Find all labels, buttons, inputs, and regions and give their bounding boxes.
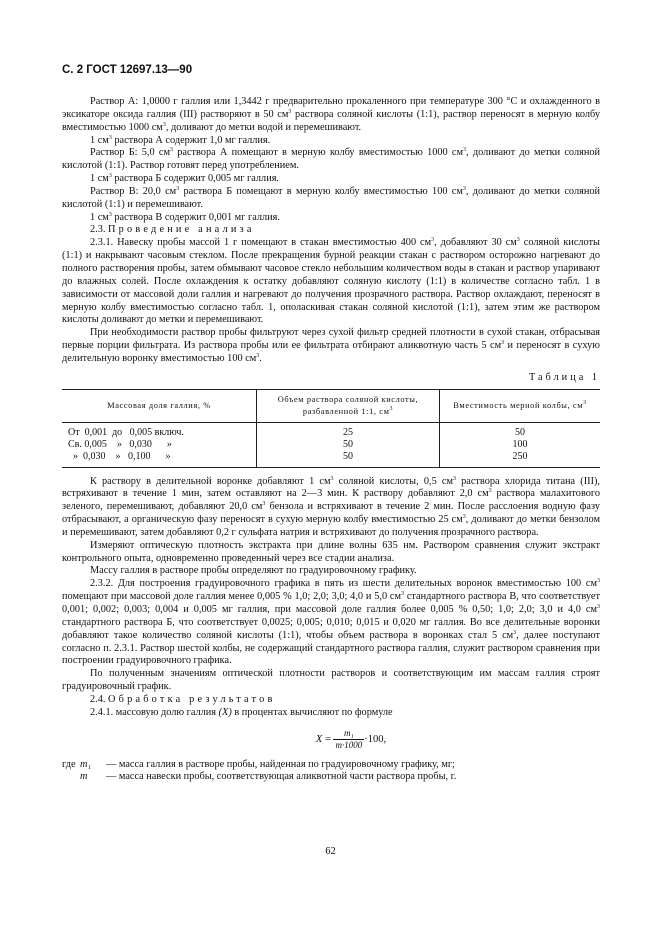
paragraph-2-3-1: 2.3.1. Навеску пробы массой 1 г помещают в стакан вместимостью 400 $см^3$, добавляют 30 $см^3$ соляной кислоты (1:1) и накрывают часовым стеклом. После прекращения бурной реакции стакан с раствором осторожно нагревают до полного растворения пробы, затем обмывают часовое стекло небольшим количеством воды в стакан и раствор упаривают до влажных солей. После охлаждения к остатку добавляют соляную кислоту (1:1) в количестве согласно табл. 1 в зависимости от массовой доли галлия и нагревают до получения прозрачного раствора. Раствор охлаждают, переносят в мерную колбу вместимостью согласно табл. 1, ополаскивая стакан соляной кислотой (1:1), затем этим же раствором кислоты доливают до метки и перемешивают. <box>62 237 600 326</box>
table-row <box>62 422 600 439</box>
table-row <box>62 451 600 468</box>
section-number: 2.4. <box>90 693 106 705</box>
table-row <box>62 439 600 451</box>
where-label: где <box>62 758 76 770</box>
definition-m1 <box>62 759 600 772</box>
formula-lhs: X <box>315 733 323 745</box>
definition-text: — масса галлия в растворе пробы, найденная по градуировочному графику, мг; <box>106 758 455 770</box>
definition-variable: m <box>80 771 88 783</box>
section-title: Проведение анализа <box>108 224 255 236</box>
table-cell: 50 <box>257 439 440 451</box>
paragraph-solution-a: Раствор А: 1,0000 г галлия или 1,3442 г предварительно прокаленного при температуре 300 °С и охлажденного в эксикаторе оксида галлия (III) растворяют в 50 $см^3$ раствора соляной кислоты (1:1), раствор переносят в мерную колбу вместимостью 1000 $см^3$, доливают до метки водой и перемешивают. <box>62 96 600 133</box>
table-1 <box>62 389 600 468</box>
paragraph-solution-v-content: 1 $см^3$ раствора В содержит 0,001 мг галлия. <box>90 211 280 223</box>
formula-fraction <box>333 728 364 751</box>
paragraph-solution-b: Раствор Б: 5,0 $см^3$ раствора А помещают в мерную колбу вместимостью 1000 $см^3$, доливают до метки соляной кислотой (1:1). Раствор готовят перед употреблением. <box>62 147 600 172</box>
table-cell: 50 <box>440 422 601 439</box>
table-cell: От 0,001 до 0,005 включ. <box>68 426 184 438</box>
section-number: 2.3. <box>90 224 106 236</box>
definition-m <box>62 771 600 784</box>
paragraph-solution-a-content: 1 $см^3$ раствора А содержит 1,0 мг галлия. <box>90 134 271 146</box>
paragraph-2-4-1: 2.4.1. массовую долю галлия (X) в процентах вычисляют по формуле <box>90 706 393 718</box>
column-header: Вместимость мерной колбы, $см^3$ <box>440 389 601 422</box>
table-cell: 250 <box>440 451 601 468</box>
section-heading-2-4 <box>62 694 600 707</box>
page-number: 62 <box>325 846 336 857</box>
paragraph-2-3-2: 2.3.2. Для построения градуировочного графика в пять из шести делительных воронок вместимостью 100 $см^3$ помещают при массовой доле галлия менее 0,005 % 1,0; 2,0; 3,0; 4,0 и 5,0 $см^3$ стандартного раствора В, что соответствует 0,001; 0,002; 0,003; 0,004 и 0,005 мг галлия, при массовой доле галлия более 0,005 % 0,50; 1,0; 2,0; 3,0 и 4,0 $см^3$ стандартного раствора Б, что соответствует 0,0025; 0,005; 0,010; 0,015 и 0,020 мг галлия. Во все делительные воронки добавляют такое количество соляной кислоты (1:1), чтобы объем раствора в воронках стал 5 $см^3$, далее поступают согласно п. 2.3.1. Раствор шестой колбы, не содержащий стандартного раствора галлия, служит раствором сравнения при построении градуировочного графика. <box>62 578 601 667</box>
table-caption: Таблица 1 <box>528 371 600 383</box>
table-cell: 25 <box>257 422 440 439</box>
formula-numerator: m₁ <box>333 728 364 740</box>
table-cell: 50 <box>257 451 440 468</box>
formula-rhs: ·100, <box>364 733 387 745</box>
paragraph-calibration-graph: По полученным значениям оптической плотности растворов и соответствующим им массам галлия строят градуировочный график. <box>62 668 600 693</box>
variable-x: (X) <box>218 706 232 718</box>
document-body <box>62 96 600 784</box>
section-title: Обработка результатов <box>108 693 276 705</box>
paragraph-solution-b-content: 1 $см^3$ раствора Б содержит 0,005 мг галлия. <box>90 173 280 185</box>
paragraph-mass-determination: Массу галлия в растворе пробы определяют по градуировочному графику. <box>90 565 417 577</box>
column-header: Массовая доля галлия, % <box>62 389 257 422</box>
table-cell: 100 <box>440 439 601 451</box>
paragraph-extraction: К раствору в делительной воронке добавляют 1 $см^3$ соляной кислоты, 0,5 $см^3$ раствора хлорида титана (III), встряхивают в течение 1 мин, затем оставляют на 2—3 мин. К раствору добавляют 2,0 $см^3$ раствора малахитового зеленого, перемешивают, добавляют 20,0 $см^3$ бензола и встряхивают в течение 2 мин. После расслоения водную фазу отбрасывают, а органическую фазу переносят в сухую мерную колбу вместимостью 25 $см^3$, доливают до метки бензолом и перемешивают, затем добавляют 0,2 г сульфата натрия и встряхивают до получения прозрачного раствора. <box>62 475 600 538</box>
paragraph-optical-density: Измеряют оптическую плотность экстракта при длине волны 635 нм. Раствором сравнения служит экстракт контрольного опыта, одновременно проведенный через все стадии анализа. <box>62 539 600 564</box>
page-header: С. 2 ГОСТ 12697.13—90 <box>62 64 193 76</box>
paragraph-solution-v: Раствор В: 20,0 $см^3$ раствора Б помещают в мерную колбу вместимостью 100 $см^3$, доливают до метки соляной кислотой (1:1) и перемешивают. <box>62 185 600 210</box>
formula-equals: = <box>324 733 331 745</box>
formula-denominator: m·1000 <box>335 739 363 750</box>
definition-variable: m₁ <box>80 758 92 770</box>
definition-text: — масса навески пробы, соответствующая аликвотной части раствора пробы, г. <box>106 771 457 783</box>
section-heading-2-3 <box>62 224 600 237</box>
table-cell: Св. 0,005 » 0,030 » <box>68 438 172 450</box>
column-header: Объем раствора соляной кислоты, разбавленной 1:1, $см^3$ <box>257 389 440 422</box>
formula <box>102 728 600 751</box>
table-cell: » 0,030 » 0,100 » <box>62 451 257 468</box>
paragraph-filtering: При необходимости раствор пробы фильтруют через сухой фильтр средней плотности в сухой стакан, отбрасывая первые порции фильтрата. Из раствора пробы или ее фильтрата отбирают аликвотную часть 5 $см^3$ и переносят в сухую делительную воронку вместимостью 100 $см^3$. <box>62 327 600 364</box>
